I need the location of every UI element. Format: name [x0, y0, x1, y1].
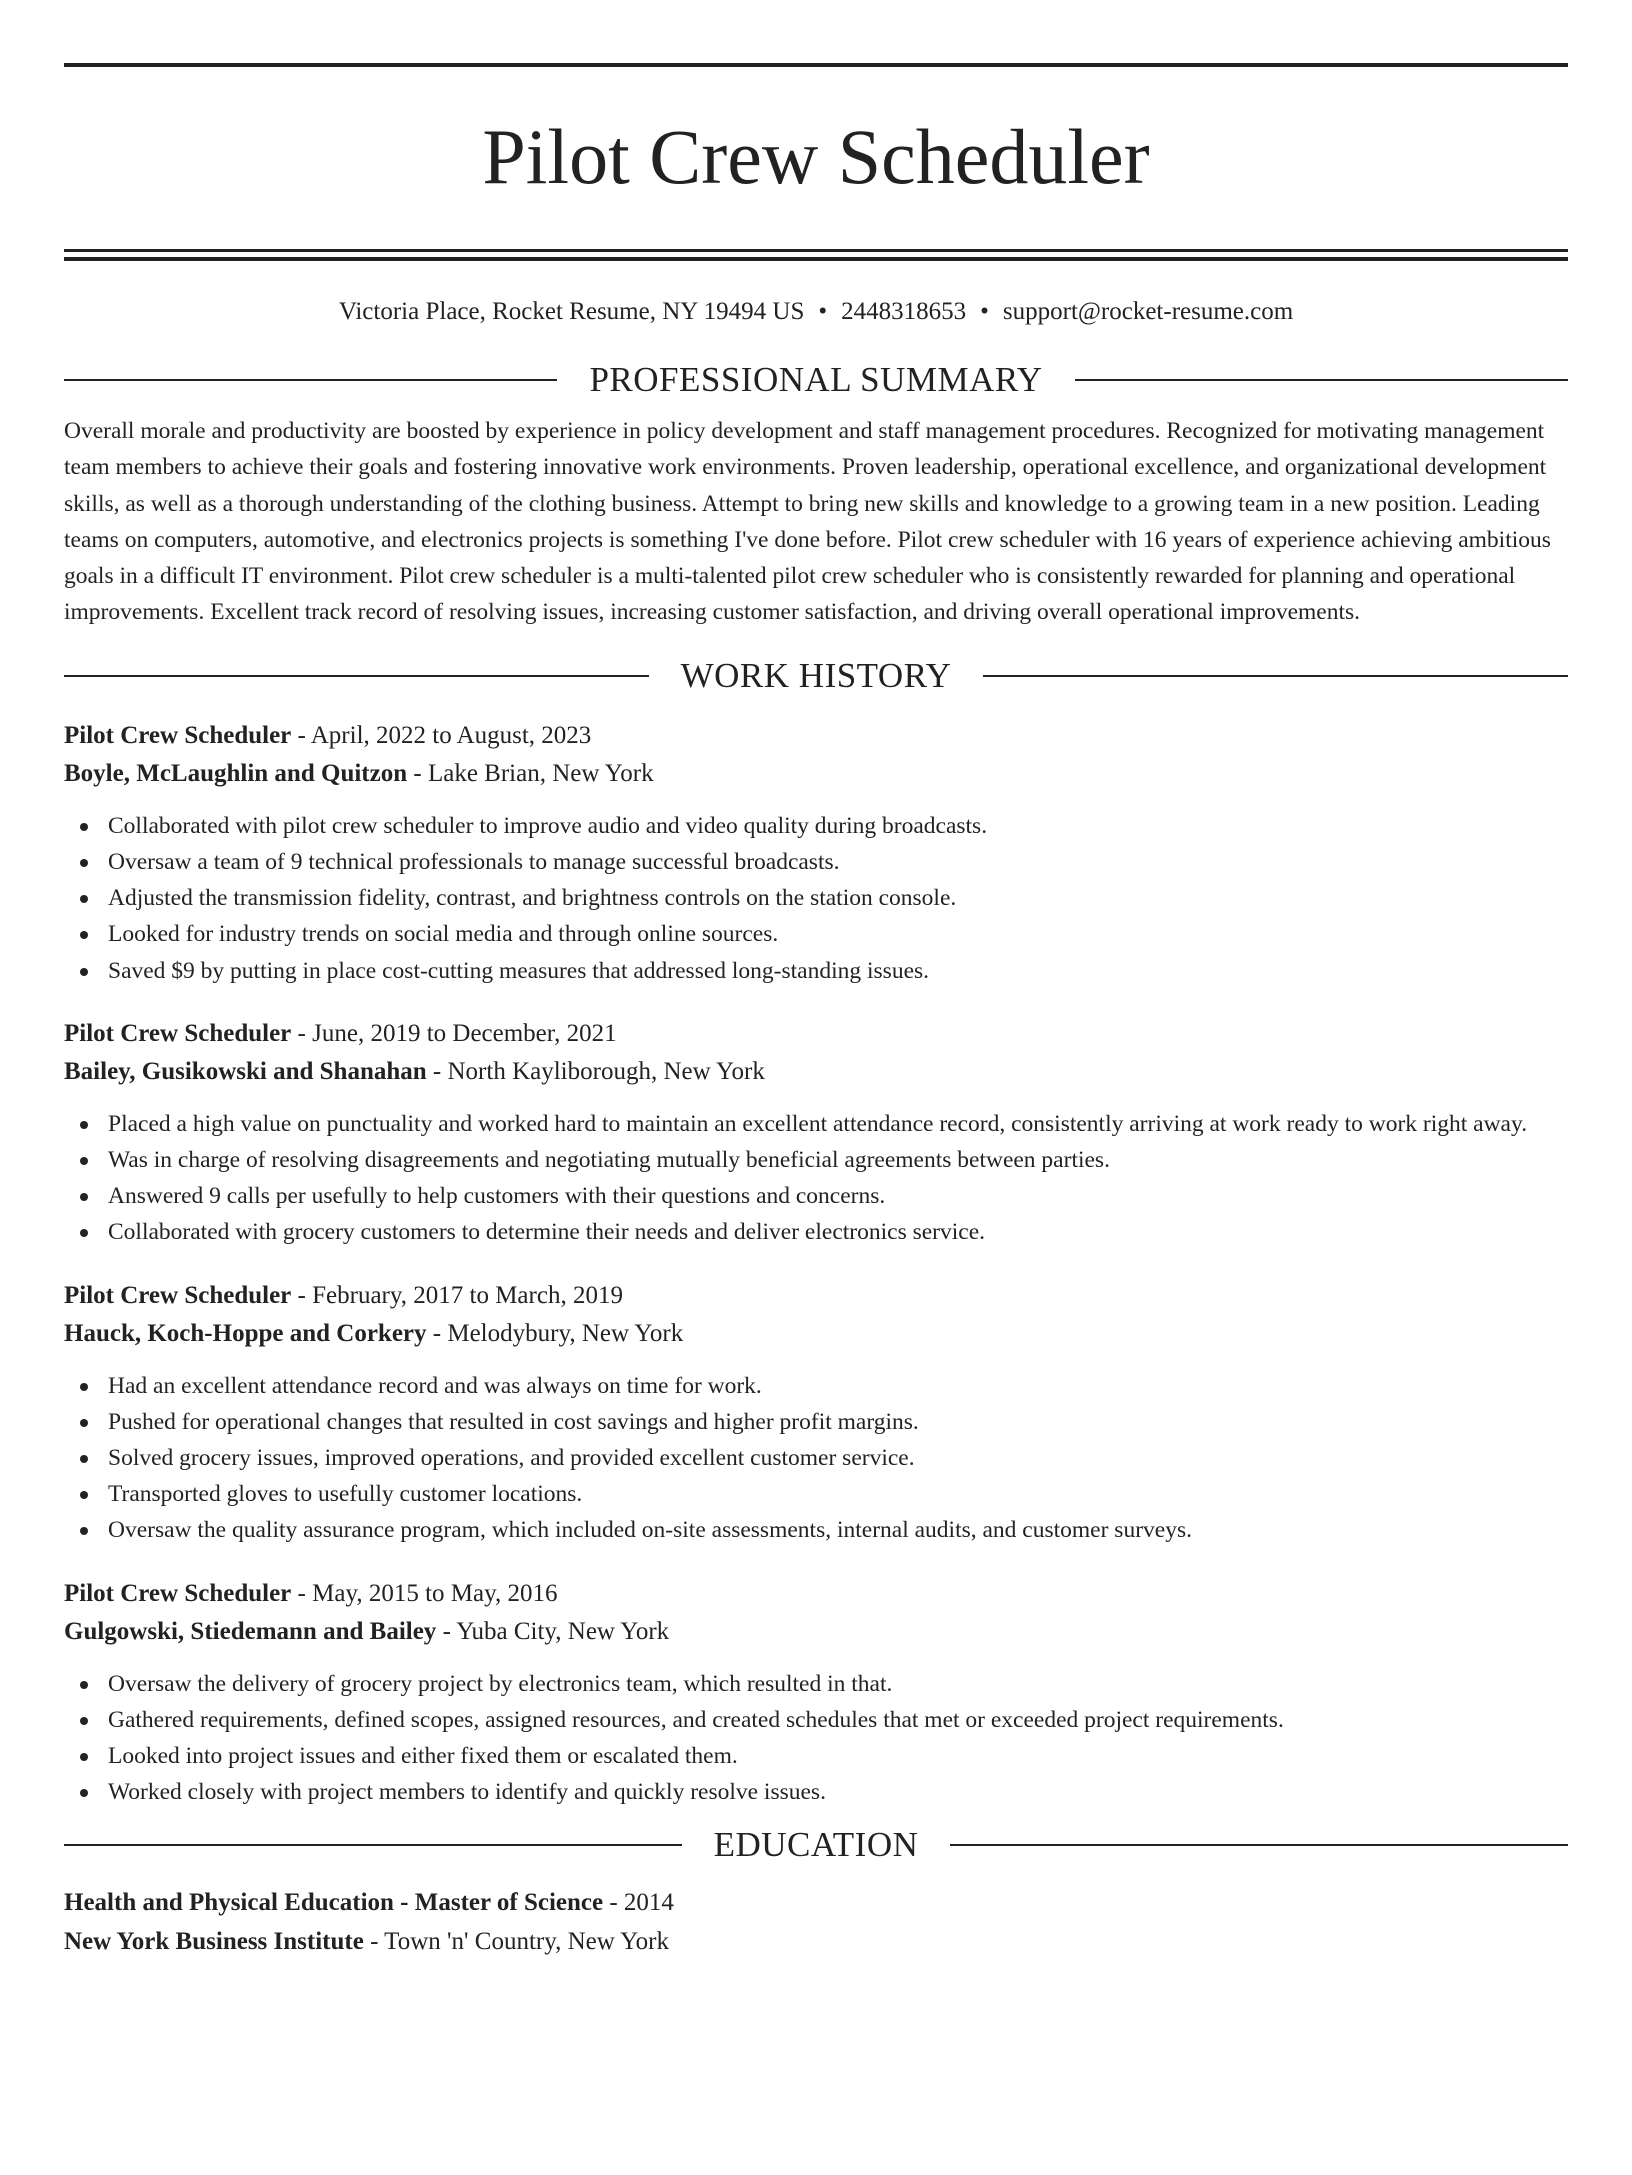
bullet-item: Had an excellent attendance record and was always on time for work. [64, 1368, 1568, 1404]
bullet-item: Solved grocery issues, improved operations, and provided excellent customer service. [64, 1440, 1568, 1476]
job-entry [64, 1015, 1568, 1251]
section-rule [64, 379, 557, 381]
job-dates: - May, 2015 to May, 2016 [291, 1579, 558, 1607]
work-history-list [64, 717, 1568, 1811]
job-bullets [64, 1666, 1568, 1811]
section-heading-summary [64, 359, 1568, 401]
candidate-name: Pilot Crew Scheduler [482, 113, 1150, 200]
education-location: - Town 'n' Country, New York [363, 1927, 670, 1955]
job-dates: - April, 2022 to August, 2023 [291, 721, 592, 749]
education-entry [64, 1884, 1568, 1961]
section-heading-education [64, 1824, 1568, 1866]
job-entry [64, 1277, 1568, 1549]
bullet-item: Transported gloves to usefully customer locations. [64, 1476, 1568, 1512]
education-school-line [64, 1923, 1568, 1962]
education-school: New York Business Institute [64, 1927, 364, 1955]
job-company-line [64, 1315, 1568, 1354]
bullet-item: Answered 9 calls per usefully to help customers with their questions and concerns. [64, 1178, 1568, 1214]
job-title: Pilot Crew Scheduler [64, 721, 292, 749]
job-dates: - June, 2019 to December, 2021 [291, 1019, 617, 1047]
contact-separator: • [980, 298, 989, 325]
section-title: WORK HISTORY [680, 655, 952, 695]
section-rule [950, 1844, 1568, 1846]
job-location: - Lake Brian, New York [407, 760, 654, 788]
job-company-line [64, 1053, 1568, 1092]
job-bullets [64, 1368, 1568, 1549]
section-title: EDUCATION [713, 1825, 919, 1865]
job-company-line [64, 1613, 1568, 1652]
bullet-item: Gathered requirements, defined scopes, assigned resources, and created schedules that met or exceeded project requirements. [64, 1702, 1568, 1738]
job-dates: - February, 2017 to March, 2019 [291, 1281, 623, 1309]
resume-page [0, 63, 1632, 2175]
top-rule [64, 63, 1568, 67]
bullet-item: Collaborated with grocery customers to determine their needs and deliver electronics service. [64, 1214, 1568, 1250]
education-degree: Health and Physical Education - Master of Science [64, 1889, 604, 1917]
contact-phone: 2448318653 [841, 298, 967, 325]
bullet-item: Placed a high value on punctuality and worked hard to maintain an excellent attendance record, consistently arriving at work ready to work right away. [64, 1106, 1568, 1142]
job-company: Hauck, Koch-Hoppe and Corkery [64, 1320, 427, 1348]
job-title: Pilot Crew Scheduler [64, 1281, 292, 1309]
bullet-item: Saved $9 by putting in place cost-cutting measures that addressed long-standing issues. [64, 953, 1568, 989]
job-location: - North Kayliborough, New York [426, 1058, 765, 1086]
bullet-item: Worked closely with project members to identify and quickly resolve issues. [64, 1774, 1568, 1810]
bullet-item: Adjusted the transmission fidelity, contrast, and brightness controls on the station console. [64, 880, 1568, 916]
job-entry [64, 1575, 1568, 1811]
bullet-item: Was in charge of resolving disagreements and negotiating mutually beneficial agreements between parties. [64, 1142, 1568, 1178]
bullet-item: Oversaw the delivery of grocery project by electronics team, which resulted in that. [64, 1666, 1568, 1702]
job-entry [64, 717, 1568, 989]
contact-address: Victoria Place, Rocket Resume, NY 19494 US [338, 298, 805, 325]
job-company: Bailey, Gusikowski and Shanahan [64, 1058, 427, 1086]
bullet-item: Oversaw a team of 9 technical professionals to manage successful broadcasts. [64, 844, 1568, 880]
education-year: - 2014 [603, 1889, 674, 1917]
double-rule [64, 249, 1568, 261]
job-bullets [64, 1106, 1568, 1251]
bullet-item: Collaborated with pilot crew scheduler to improve audio and video quality during broadcasts. [64, 808, 1568, 844]
bullet-item: Looked for industry trends on social media and through online sources. [64, 916, 1568, 952]
section-rule [983, 675, 1568, 677]
section-rule [64, 1844, 682, 1846]
education-degree-line [64, 1884, 1568, 1923]
contact-separator: • [818, 298, 828, 325]
job-title-line [64, 717, 1568, 756]
section-rule [1075, 379, 1568, 381]
section-title: PROFESSIONAL SUMMARY [589, 360, 1043, 399]
summary-paragraph: Overall morale and productivity are boosted by experience in policy development and staff management procedures. Recognized for motivating management team members to achieve their goals and fostering innovative work environments. Proven leadership, operational excellence, and organizational development skills, as well as a thorough understanding of the clothing business. Attempt to bring new skills and knowledge to a growing team in a new position. Leading teams on computers, automotive, and electronics projects is something I've done before. Pilot crew scheduler with 16 years of experience achieving ambitious goals in a difficult IT environment. Pilot crew scheduler is a multi-talented pilot crew scheduler who is consistently rewarded for planning and operational improvements. Excellent track record of resolving issues, increasing customer satisfaction, and driving overall operational improvements. [64, 418, 1551, 626]
job-location: - Melodybury, New York [426, 1320, 684, 1348]
job-title: Pilot Crew Scheduler [64, 1579, 292, 1607]
bullet-item: Looked into project issues and either fixed them or escalated them. [64, 1738, 1568, 1774]
section-heading-work [64, 655, 1568, 697]
job-company-line [64, 755, 1568, 794]
contact-email: support@rocket-resume.com [1002, 298, 1294, 325]
job-title-line [64, 1575, 1568, 1614]
contact-line [64, 295, 1568, 329]
bullet-item: Oversaw the quality assurance program, which included on-site assessments, internal audits, and customer surveys. [64, 1512, 1568, 1548]
job-company: Boyle, McLaughlin and Quitzon [64, 760, 408, 788]
job-title-line [64, 1015, 1568, 1054]
job-title-line [64, 1277, 1568, 1316]
job-title: Pilot Crew Scheduler [64, 1019, 292, 1047]
section-rule [64, 675, 649, 677]
bullet-item: Pushed for operational changes that resulted in cost savings and higher profit margins. [64, 1404, 1568, 1440]
job-bullets [64, 808, 1568, 989]
job-company: Gulgowski, Stiedemann and Bailey [64, 1618, 437, 1646]
job-location: - Yuba City, New York [436, 1618, 670, 1646]
